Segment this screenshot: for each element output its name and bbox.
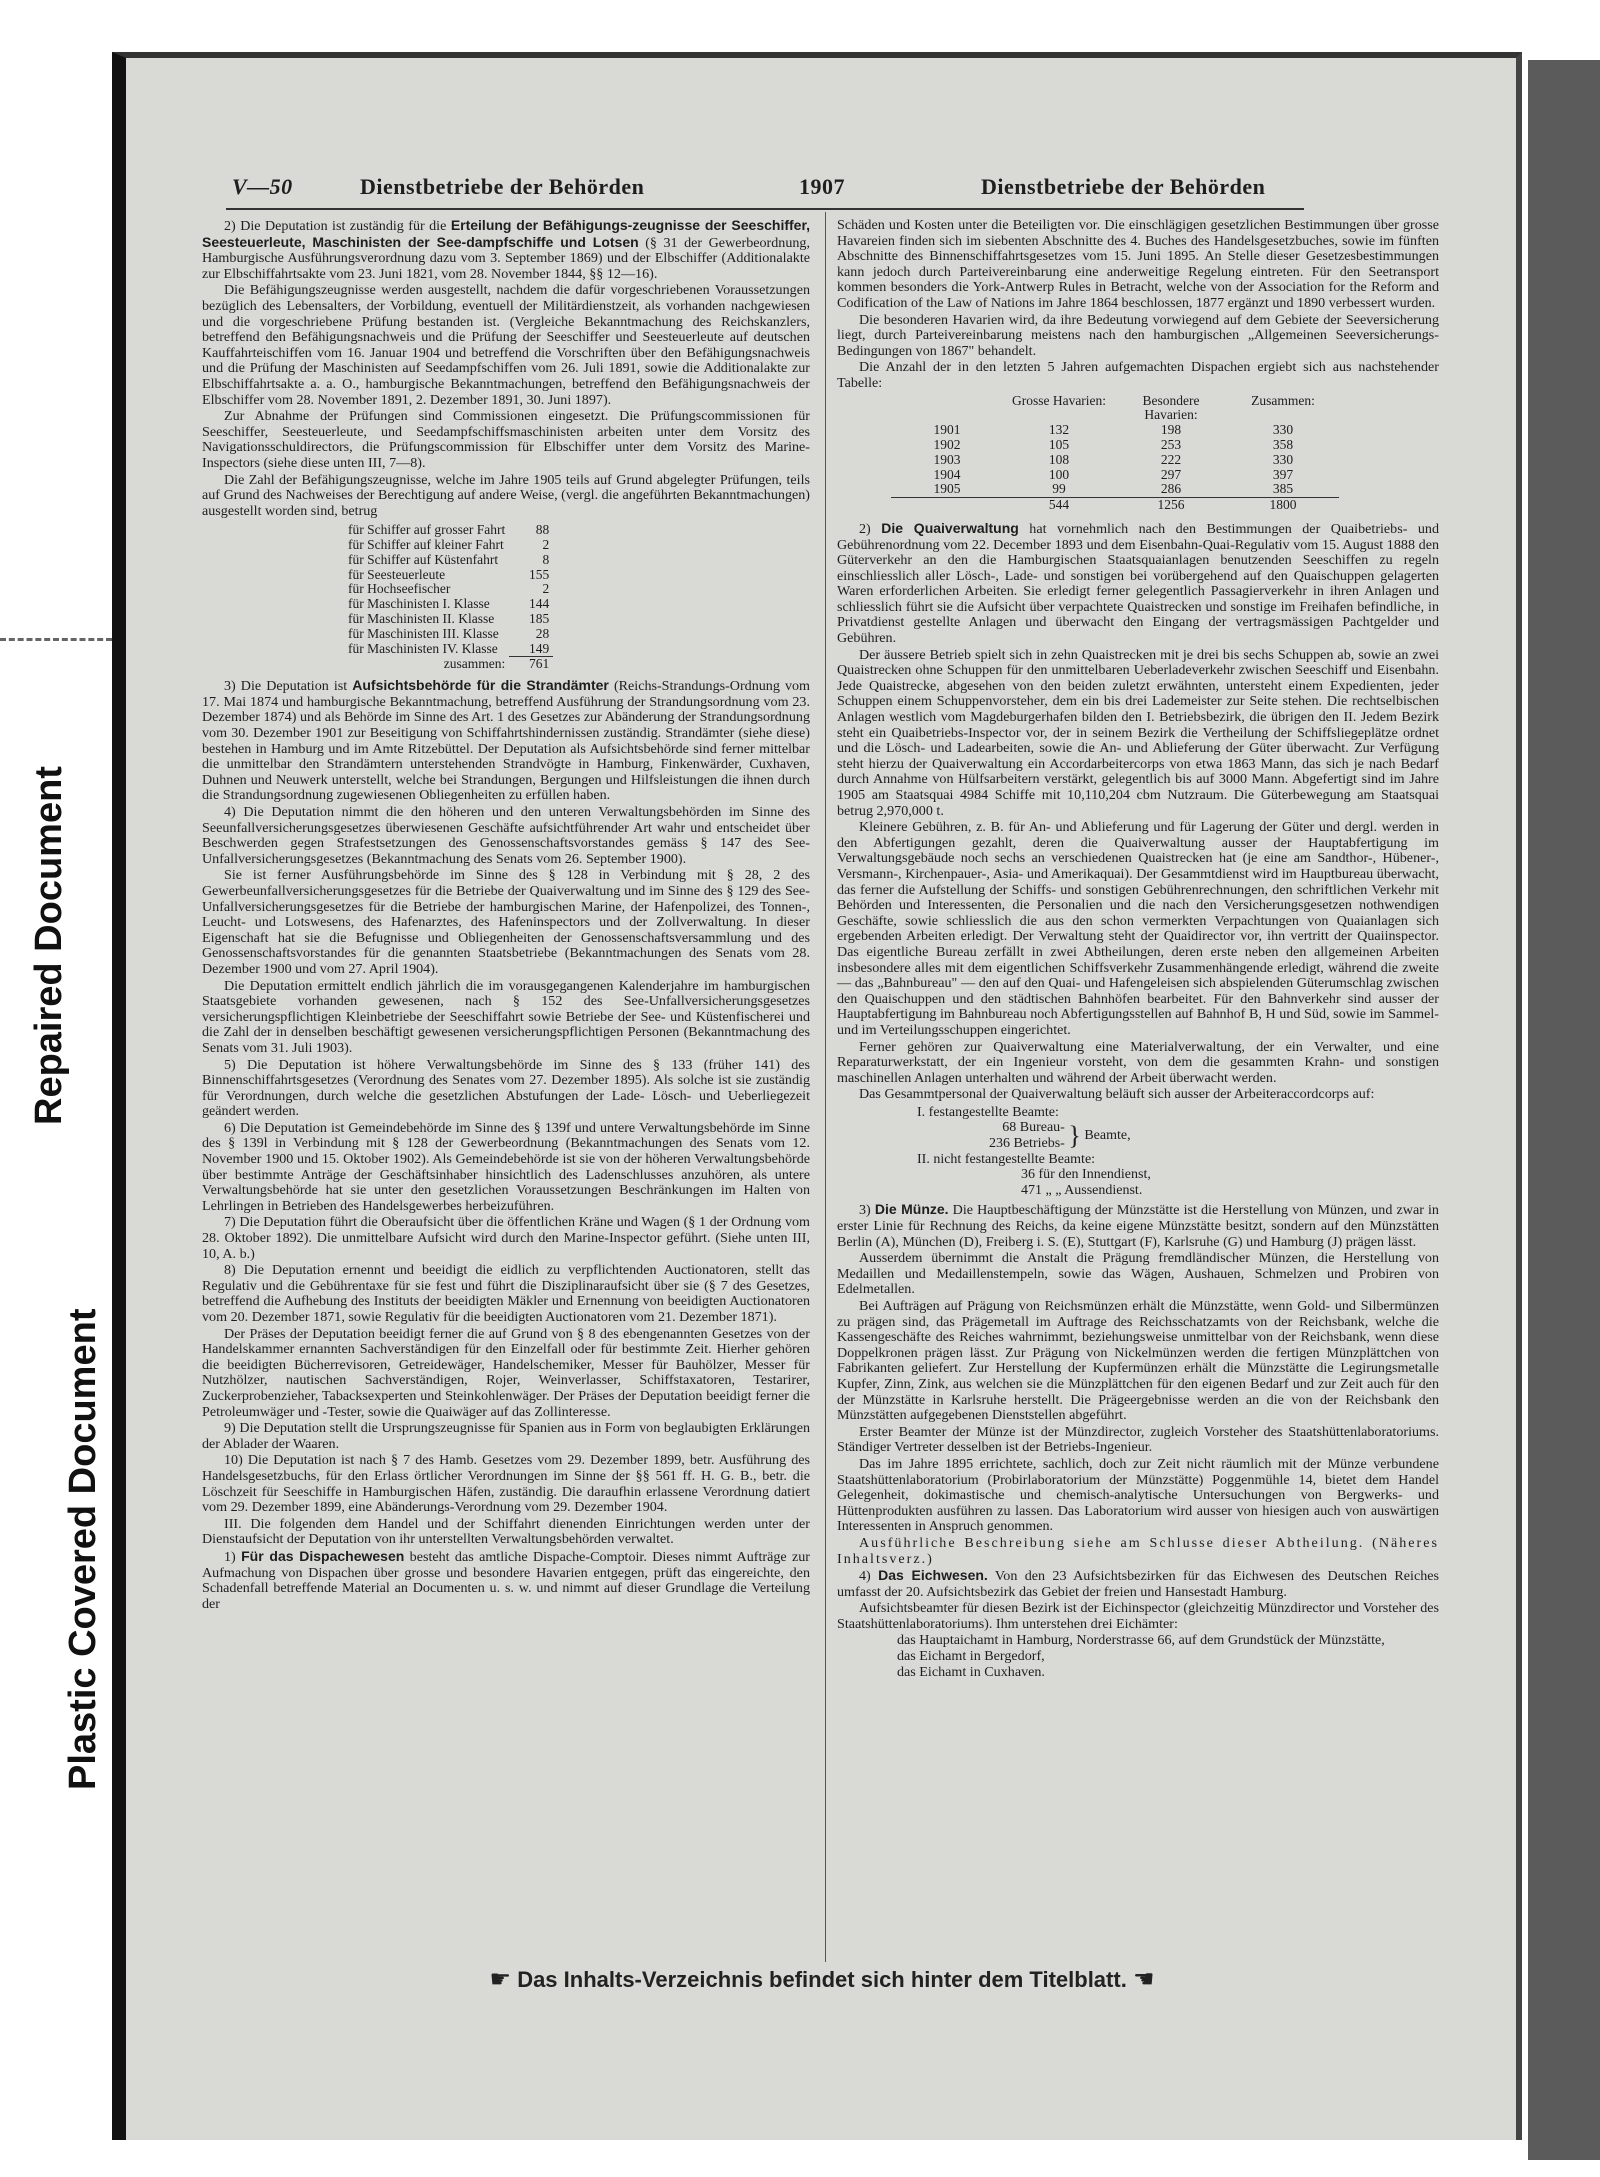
section-heading: Erteilung der Befähigungs-zeugnisse der Seeschiffer, Seesteuerleute, Maschinisten der See-dampfschiffe und Lotsen — [202, 217, 811, 250]
havarien-besondere: 286 — [1160, 481, 1182, 497]
paragraph: Die Befähigungszeugnisse werden ausgestellt, nachdem die dafür vorgeschriebenen Voraussetzungen bezüglich des Lebensalters, der Vorbildung, eventuell der Militärdienstzeit, als vorhanden nachgewiesen und die vorgeschriebene Prüfung bestanden ist. (Vergleiche Bekanntmachung des Reichskanzlers, betreffend den Befähigungsnachweis und die Prüfung der Seeschiffer und Seesteuerleute auf deutschen Kauffahrteischiffen vom 16. Januar 1904 und betreffend die Vorschriften über den Befähigungsnachweis und die Prüfung der Maschinisten auf Seedampfschiffen vom 26. Juli 1891, sowie die Additionalakte zur Elbschiffahrtsakte a. a. O., hamburgische Bekanntmachungen, betreffend den Befähigungsnachweis der Elbschiffer vom 28. November 1891, 2. Dezember 1891, 30. Juni 1897). — [202, 282, 810, 408]
paragraph: 6) Die Deputation ist Gemeindebehörde im Sinne des § 139f und untere Verwaltungsbehörde im Sinne des § 139l in Verbindung mit § 128 der Gewerbeordnung (Bekanntmachungen des Senats vom 12. November 1900 und 15. Oktober 1902). Als Gemeindebehörde ist sie von der höheren Verwaltungsbehörde über bestimmte Anträge der Geschäftsinhaber hinsichtlich des Ladenschlusses anzuhören, als untere Verwaltungsbehörde hat sie unter den gesetzlichen Voraussetzungen Beschränkungen im Halten von Lehrlingen in Betrieben des Handelsgewerbes herbeizuführen. — [202, 1119, 810, 1214]
right-column — [837, 218, 1439, 1680]
adjacent-page-edge — [1528, 60, 1600, 2160]
paragraph: Der Präses der Deputation beeidigt ferner die auf Grund von § 8 des ebengenannten Gesetzes von der Handelskammer ernannten Sachverständigen für den Einzelfall oder für bestimmte Zeit. Hierher gehören die beeidigten Bücherrevisoren, Getreidewäger, Handelschemiker, Messer für Bauhölzer, Messer für Nutzhölzer, nautischen Sachverständigen, Rojer, Weinverlasser, Schiffstaxatoren, Testarirer, Zuckerprobenzieher, Tabacksexperten und Steinkohlenwäger. Der Präses der Deputation beeidigt ferner die Petroleumwäger und -Tester, sowie die Quaiwäger auf das Zollinteresse. — [202, 1325, 810, 1420]
plastic-covered-document-label: Plastic Covered Document — [62, 1308, 104, 1790]
pointing-hand-icon: ☛ — [489, 1966, 512, 1993]
havarien-row — [891, 482, 1339, 497]
havarien-grosse: 105 — [1048, 436, 1070, 452]
count-label: für Schiffer auf grosser Fahrt — [348, 522, 506, 538]
column-header: Grosse Havarien: — [1011, 392, 1107, 408]
havarien-grosse: 108 — [1048, 451, 1070, 467]
havarien-year: 1904 — [933, 466, 961, 482]
repaired-document-label: Repaired Document — [28, 766, 70, 1125]
dashed-separator — [0, 638, 112, 641]
count-value: 2 — [542, 537, 550, 553]
havarien-besondere: 297 — [1160, 466, 1182, 482]
paragraph: Ferner gehören zur Quaiverwaltung eine Materialverwaltung, der ein Verwalter, und eine Reparaturwerkstatt, der ein Ingenieur vorsteht, von dem die gesammten Krahn- und sonstigen maschinellen Anlagen unterhalten und während der Arbeit überwacht werden. — [837, 1038, 1439, 1086]
paragraph: 4) Die Deputation nimmt die den höheren und den unteren Verwaltungsbehörden im Sinne des Seeunfallversicherungsgesetzes überwiesenen Geschäfte aufsichtführender Art wahr und entscheidet über Beschwerden gegen Strafestsetzungen des Genossenschaftsvorstandes gemäss § 147 des See-Unfallversicherungsgesetzes (Bekanntmachung des Senats vom 26. September 1900). — [202, 804, 810, 867]
havarien-row — [891, 438, 1339, 453]
paragraph: Ausführliche Beschreibung siehe am Schlusse dieser Abtheilung. (Näheres Inhaltsverz.) — [837, 1534, 1439, 1567]
count-value: 185 — [528, 611, 550, 627]
havarien-grosse: 100 — [1048, 466, 1070, 482]
count-label: für Seesteuerleute — [348, 566, 446, 582]
paragraph: 5) Die Deputation ist höhere Verwaltungsbehörde im Sinne des § 133 (früher 141) des Binnenschiffahrtsgesetzes (Verordnung des Senates vom 27. Dezember 1895). Als solche ist sie zuständig für Verordnungen, durch welche die gesetzlichen Abstufungen der Lade- Lösch- und Ueberliegezeit geändert werden. — [202, 1056, 810, 1120]
header-rule — [226, 208, 1304, 210]
count-total-row — [344, 657, 553, 672]
havarien-zusammen: 358 — [1272, 436, 1294, 452]
paragraph: 3) Die Münze. Die Hauptbeschäftigung der Münzstätte ist die Herstellung von Münzen, und zwar in erster Linie für Rechnung des Reichs, da keine eigene Münzstätte besitzt, sondern auf den Münzstätten Berlin (A), München (D), Freiberg i. S. (E), Stuttgart (F), Karlsruhe (G) und Hamburg (J) prägen lässt. — [837, 1201, 1439, 1250]
paragraph: Ausserdem übernimmt die Anstalt die Prägung fremdländischer Münzen, die Herstellung von Medaillen und Medaillenstempeln, sowie das Wägen, Aushauen, Schmelzen und Probiren von Edelmetallen. — [837, 1250, 1439, 1298]
paragraph: Der äussere Betrieb spielt sich in zehn Quaistrecken mit je drei bis sechs Schuppen ab, sowie an zwei Quaistrecken ohne Schuppen für den unmittelbaren Ueberladeverkehr zwischen Seeschiff und Eisenbahn. Jede Quaistrecke, abgesehen von den beiden zuletzt erwähnten, untersteht einem Expedienten, jeder Schuppen einem Schuppenvorsteher, dem ein bis drei Lademeister zur Seite stehen. Die rechtselbischen Anlagen westlich vom Magdeburgerhafen bilden den I. Betriebsbezirk, die übrigen den II. Jedem Bezirk steht ein Quaibetriebs-Inspector vor, der in seinem Bezirk die Vertheilung der Schiffsliegeplätze ordnet und die Lösch- und Ladearbeiten, sowie die An- und Ablieferung der Güter überwacht. Zur Verfügung steht hierzu der Quaiverwaltung ein Accordarbeitercorps von etwa 1863 Mann, das sich je nach Bedarf durch Annahme von Hülfsarbeitern verstärkt, gelegentlich bis auf 3000 Mann. Abgefertigt sind im Jahre 1905 am Staatsquai 4984 Schiffe mit 10,110,204 cbm Nutzraum. Die Güterbewegung am Staatsquai betrug 2,970,000 t. — [837, 646, 1439, 819]
count-value: 8 — [542, 551, 550, 567]
left-column — [202, 218, 810, 1613]
count-value: 149 — [528, 640, 550, 656]
paragraph: Aufsichtsbeamter für diesen Bezirk ist der Eichinspector (gleichzeitig Münzdirector und Vorsteher des Staatshüttenlaboratoriums). Ihm unterstehen drei Eichämter: — [837, 1600, 1439, 1632]
count-value: 144 — [528, 596, 550, 612]
paragraph: 4) Das Eichwesen. Von den 23 Aufsichtsbezirken für das Eichwesen des Deutschen Reiches umfasst der 20. Aufsichtsbezirk das Gebiet der freien und Hansestadt Hamburg. — [837, 1567, 1439, 1600]
count-row — [344, 627, 553, 642]
eichamt-item: das Eichamt in Cuxhaven. — [897, 1663, 1045, 1680]
staff-group-1: I. festangestellte Beamte: — [917, 1104, 1059, 1120]
section-heading: Die Quaiverwaltung — [881, 519, 1019, 536]
count-row — [344, 597, 553, 612]
havarien-table — [891, 394, 1339, 513]
column-divider — [825, 212, 826, 1962]
paragraph: Erster Beamter der Münze ist der Münzdirector, zugleich Vorsteher des Staatshüttenlaboratoriums. Ständiger Vertreter desselben ist der Betriebs-Ingenieur. — [837, 1423, 1439, 1456]
paragraph: 2) Die Deputation ist zuständig für die Erteilung der Befähigungs-zeugnisse der Seeschiffer, Seesteuerleute, Maschinisten der See-dampfschiffe und Lotsen (§ 31 der Gewerbeordnung, Hamburgische Ausführungsverordnung dazu vom 3. September 1869) und der Elbschiffer (Additionalakte zur Elbschiffahrtsakte vom 23. Juni 1821, vom 28. November 1844, §§ 12—16). — [202, 217, 811, 282]
havarien-year: 1901 — [933, 422, 961, 438]
paragraph: Die Anzahl der in den letzten 5 Jahren aufgemachten Dispachen ergiebt sich aus nachstehender Tabelle: — [837, 359, 1439, 391]
havarien-year: 1902 — [933, 436, 961, 452]
havarien-row — [891, 468, 1339, 483]
havarien-zusammen: 385 — [1272, 481, 1294, 497]
count-label: für Hochseefischer — [348, 581, 451, 597]
havarien-zusammen: 330 — [1272, 451, 1294, 467]
count-label: für Schiffer auf Küstenfahrt — [348, 551, 499, 567]
eichamt-item: das Eichamt in Bergedorf, — [897, 1648, 1045, 1665]
paragraph: 7) Die Deputation führt die Oberaufsicht über die öffentlichen Kräne und Wagen (§ 1 der Ordnung vom 28. Oktober 1892). Die unmittelbare Aufsicht wird durch den Marine-Inspector geführt. (Siehe unten III, 10, A. b.) — [202, 1214, 810, 1262]
havarien-row — [891, 423, 1339, 438]
staff-aussendienst: 471 „ „ Aussendienst. — [1021, 1182, 1143, 1198]
paragraph: 10) Die Deputation ist nach § 7 des Hamb. Gesetzes vom 29. Dezember 1899, betr. Ausführung des Handelsgesetzbuchs, für den Erlass örtlicher Verordnungen im Sinne der §§ 561 ff. H. G. B., betr. die Löschzeit für Seeschiffe in Hamburgischen Häfen, zuständig. Die daraufhin erlassene Verordnung datiert vom 29. Dezember 1899, eine Abänderungs-Verordnung vom 29. Dezember 1904. — [202, 1452, 810, 1516]
page-number: V—50 — [232, 174, 293, 199]
staff-betriebs: 236 Betriebs- — [989, 1136, 1065, 1152]
column-header: Besondere Havarien: — [1142, 392, 1200, 423]
staff-list — [917, 1105, 1439, 1199]
paragraph: Das im Jahre 1895 errichtete, sachlich, doch zur Zeit nicht räumlich mit der Münze verbundene Staatshüttenlaboratorium (Probirlaboratorium der Münzstätte) Poggenmühle 14, bietet dem Handel Gelegenheit, dokimastische und chemisch-analytische Untersuchungen von Bergwerks- und Hüttenprodukten ausführen zu lassen. Das Laboratorium wird ausser von hiesigen auch von auswärtigen Interessenten in Anspruch genommen. — [837, 1455, 1439, 1535]
count-label: für Maschinisten IV. Klasse — [348, 640, 498, 656]
total-besondere: 1256 — [1115, 498, 1227, 513]
certificate-count-table — [344, 523, 553, 672]
havarien-year: 1905 — [933, 481, 961, 497]
havarien-grosse: 99 — [1052, 481, 1066, 497]
pointing-hand-icon: ☚ — [1132, 1966, 1155, 1993]
count-row — [344, 612, 553, 627]
count-row — [344, 523, 553, 538]
staff-innendienst: 36 für den Innendienst, — [1021, 1167, 1151, 1183]
paragraph: 3) Die Deputation ist Aufsichtsbehörde für die Strandämter (Reichs-Strandungs-Ordnung vom 17. Mai 1874 und hamburgische Bekanntmachung, betreffend Ausführung der Strandungsordnung vom 23. Dezember 1874) und als Behörde im Sinne des Art. 1 des Gesetzes zur Abänderung der Strandungsordnung vom 30. Dezember 1901 zur Beseitigung von Schiffahrtshindernissen zuständig. Strandämter (siehe diese) bestehen in Hamburg und im Amte Ritzebüttel. Der Deputation als Aufsichtsbehörde sind ferner mittelbar die unmittelbar den Strandämtern unterstehenden Strandvögte in Hamburg, Finkenwärder, Cuxhaven, Duhnen und Neuwerk unterstellt, welche bei Strandungen, Bergungen und Hilfsleistungen die ihnen durch die Strandungsordnung zugewiesenen Obliegenheiten zu erfüllen haben. — [202, 677, 811, 804]
havarien-zusammen: 397 — [1272, 466, 1294, 482]
count-value: 2 — [542, 581, 550, 597]
paragraph: Zur Abnahme der Prüfungen sind Commissionen eingesetzt. Die Prüfungscommissionen für Seeschiffer, Seesteuerleute, und Seedampfschiffsmaschinisten arbeiten unter dem Vorsitz des Navigationsschuldirectors, die Prüfungscommission für Elbschiffer unter dem Vorsitz des Marine-Inspectors (siehe diese unten III, 7—8). — [202, 408, 810, 471]
staff-group-1-detail: 68 Bureau- 236 Betriebs- } Beamte, — [989, 1120, 1131, 1152]
havarien-besondere: 253 — [1160, 436, 1182, 452]
havarien-year: 1903 — [933, 451, 961, 467]
count-total-label: zusammen: — [443, 655, 506, 671]
paragraph: 1) Für das Dispachewesen besteht das amtliche Dispache-Comptoir. Dieses nimmt Aufträge zur Aufmachung von Dispachen über grosse und besondere Havarien entgegen, prüft das eingereichte, den Schadenfall betreffende Material an Documenten u. s. w. und nimmt auf dieser Grundlage die Verteilung der — [202, 1547, 810, 1612]
count-value: 88 — [535, 522, 550, 538]
count-row — [344, 538, 553, 553]
paragraph: Schäden und Kosten unter die Beteiligten vor. Die einschlägigen gesetzlichen Bestimmungen über grosse Havareien finden sich im siebenten Abschnitte des 4. Buches des Handelsgesetzbuches, sowie im fünften Abschnitte des Binnenschiffahrtsgesetzes vom 15. Juni 1895. An Stelle dieser Gesetzesbestimmungen kann jedoch durch Parteivereinbarung eine anderweitige Regelung eintreten. Für den Seetransport kommen besonders die York-Antwerp Rules in Betracht, welche von der Association for the Reform and Codification of the Law of Nations im Jahre 1864 beschlossen, 1877 ergänzt und 1890 verbessert wurden. — [837, 217, 1439, 311]
paragraph: III. Die folgenden dem Handel und der Schiffahrt dienenden Einrichtungen werden unter der Dienstaufsicht der Deputation von ihr unterstellten Verwaltungsbehörden verwaltet. — [202, 1515, 810, 1548]
paragraph: Die Zahl der Befähigungszeugnisse, welche im Jahre 1905 teils auf Grund abgelegter Prüfungen, teils auf Grund des Nachweises der Berechtigung auf andere Weise, (vergl. die angeführten Bekanntmachungen) ausgestellt worden sind, betrug — [202, 471, 810, 519]
paragraph: Die Deputation ermittelt endlich jährlich die im vorausgegangenen Kalenderjahre im hamburgischen Staatsgebiete vorhanden gewesenen, nach § 152 des See-Unfallversicherungsgesetzes versicherungspflichtigen Kleinbetriebe der Seeschiffahrt sowie Betriebe der See- und Küstenfischerei und die Zahl der in denselben beschäftigt gewesenen versicherungspflichtigen Personen (Bekanntmachung des Senats vom 31. Juli 1903). — [202, 977, 810, 1056]
count-row — [344, 642, 553, 657]
havarien-besondere: 222 — [1160, 451, 1182, 467]
header-right-title: Dienstbetriebe der Behörden — [981, 174, 1266, 199]
page-header — [232, 174, 1302, 204]
header-year: 1907 — [799, 174, 845, 199]
paragraph: Bei Aufträgen auf Prägung von Reichsmünzen erhält die Münzstätte, wenn Gold- und Silbermünzen zu prägen sind, das Prägemetall im Auftrage des Reichsschatzamts von der Reichsbank, welche die Kassengeschäfte des Reiches wahrnimmt, beziehungsweise unmittelbar von der Reichsbank, wenn diese Doppelkronen prägen lässt. Zur Prägung von Nickelmünzen werden die fertigen Münzplättchen von Fabrikanten geliefert. Zur Herstellung der Kupfermünzen erhält die Münzstätte die Legirungsmetalle Kupfer, Zinn, Zink, aus welchen sie die Münzplättchen für den eigenen Bedarf und zur Zeit auch für den der Münzstätte in Karlsruhe herstellt. Die Prägeergebnisse werden an die von der Reichsbank den Münzstätten aufgegebenen Dienststellen abgeführt. — [837, 1298, 1439, 1424]
paragraph: 9) Die Deputation stellt die Ursprungszeugnisse für Spanien aus in Form von beglaubigten Erklärungen der Ablader der Waaren. — [202, 1420, 810, 1452]
year-header — [891, 394, 1003, 424]
havarien-besondere: 198 — [1160, 422, 1182, 438]
count-value: 28 — [535, 625, 550, 641]
havarien-total-row — [891, 498, 1339, 513]
paragraph: Das Gesammtpersonal der Quaiverwaltung beläuft sich ausser der Arbeiteraccordcorps auf: — [859, 1086, 1375, 1103]
count-label: für Maschinisten II. Klasse — [348, 611, 495, 627]
paragraph: Sie ist ferner Ausführungsbehörde im Sinne des § 128 in Verbindung mit § 28, 2 des Gewerbeunfallversicherungsgesetzes für die Betriebe der Quaiverwaltung und im Sinne des § 129 des See-Unfallversicherungsgesetzes für die Betriebe der hamburgischen Marine, der Hafenpolizei, des Tonnen-, Leucht- und Lotswesens, des Hafenarztes, des Hafeninspectors und der Zollverwaltung. In dieser Eigenschaft hat sie die Befugnisse und Obliegenheiten der Genossenschaftsversammlung und des Genossenschaftsvorstandes für die genannten Staatsbetriebe (Bekanntmachungen des Senats vom 28. Dezember 1900 und vom 27. April 1904). — [202, 867, 810, 977]
staff-group-2: II. nicht festangestellte Beamte: — [917, 1151, 1096, 1167]
count-row — [344, 553, 553, 568]
havarien-header-row — [891, 394, 1339, 424]
count-row — [344, 568, 553, 583]
section-heading: Die Münze. — [874, 1201, 949, 1218]
footer-note-text: Das Inhalts-Verzeichnis befindet sich hinter dem Titelblatt. — [517, 1967, 1127, 1992]
havarien-zusammen: 330 — [1272, 422, 1294, 438]
total-zusammen: 1800 — [1227, 498, 1339, 513]
paragraph: Die besonderen Havarien wird, da ihre Bedeutung vorwiegend auf dem Gebiete der Seeversicherung liegt, durch Parteivereinbarung meistens nach den hamburgischen „Allgemeinen Seeversicherungs-Bedingungen von 1867" behandelt. — [837, 311, 1439, 359]
count-row — [344, 582, 553, 597]
header-left-title: Dienstbetriebe der Behörden — [360, 174, 645, 199]
havarien-grosse: 132 — [1048, 422, 1070, 438]
footer-note — [422, 1965, 1222, 1994]
section-heading: Das Eichwesen. — [878, 1567, 988, 1584]
annotation-bar — [0, 0, 112, 2177]
staff-bureau: 68 Bureau- — [1002, 1120, 1065, 1136]
count-label: für Maschinisten I. Klasse — [348, 596, 490, 612]
column-header: Zusammen: — [1251, 392, 1315, 408]
total-label-cell — [891, 498, 1003, 513]
paragraph: Kleinere Gebühren, z. B. für An- und Ablieferung und für Lagerung der Güter und dergl. werden in den Abfertigungen gezahlt, deren die Quaiverwaltung ausser der Hauptabfertigung im Verwaltungsgebäude noch sechs an verschiedenen Quaistrecken hat (je eine am Sandthor-, Hübener-, Versmann-, Kirchenpauer-, Asia- und Amerikaquai). Der Gesammtdienst wird im Hauptbureau überwacht, das ferner die Aufstellung der Schiffs- und sonstigen Gebührenrechnungen, den schriftlichen Verkehr mit Behörden und Interessenten, die Personalien und die nach den Versicherungsgesetzen nothwendigen Geschäfte, sowie schliesslich die aus den schon vermerkten Verpachtungen von Quaianlagen sich ergebenden Arbeiten erledigt. Der Verwaltung steht der Quaidirector vor, ihn vertritt der Quaiinspector. Das eigentliche Bureau zerfällt in zwei Abtheilungen, deren erste neben den allgemeinen Arbeiten insbesondere alles mit dem eigentlichen Schiffsverkehr Zusammenhängende erledigt, während die zweite — das „Bahnbureau" — den auf den Quai- und Hafengeleisen sich abspielenden Güterumschlag zwischen den Quaischuppen und den städtischen Bahnhöfen bearbeitet. Für den Bahnverkehr sind ausser der Hauptabfertigung im Bahnbureau noch Abfertigungsstellen auf Bahnhof B, H und Süd, sowie im Sammel- und im Verteilungsschuppen eingerichtet. — [837, 819, 1439, 1038]
section-heading: Aufsichtsbehörde für die Strandämter — [352, 677, 609, 694]
section-heading: Für das Dispachewesen — [241, 1547, 405, 1564]
staff-beamte: Beamte, — [1084, 1128, 1131, 1144]
count-label: für Schiffer auf kleiner Fahrt — [348, 537, 504, 553]
paragraph: 2) Die Quaiverwaltung hat vornehmlich nach den Bestimmungen der Quaibetriebs- und Gebührenordnung vom 22. December 1893 und dem Eisenbahn-Quai-Regulativ vom 15. August 1888 den Güterverkehr an den die Hamburgischen Staatsquaianlagen benutzenden Seeschiffen zu regeln einschliesslich aller Lösch-, Lade- und sonstigen bei vorübergehend auf den Quaischuppen gelagerten Waren erforderlichen Arbeiten. Sie erledigt ferner gelegentlich Passagierverkehr in ihren Anlagen und schliesslich führt sie die Aufsicht über verpachtete Quaistrecken und sonstige im Freihafen befindliche, in Privatdienst gestellte Anlagen und überwacht den Eingang der vertragsmässigen Pachtgelder und Gebühren. — [837, 519, 1439, 647]
paragraph: 8) Die Deputation ernennt und beeidigt die eidlich zu verpflichtenden Auctionatoren, stellt das Regulativ und die Gebührentaxe für sie fest und führt die Disziplinaraufsicht über sie (§ 7 des Gesetzes, betreffend die Aufhebung des Instituts der beeidigten Mäkler und Ernennung von beeidigten Auctionatoren vom 20. Dezember 1871, sowie Regulativ für die beeidigten Auctionatoren vom 21. Dezember 1871). — [202, 1262, 810, 1325]
count-label: für Maschinisten III. Klasse — [348, 625, 499, 641]
count-total-value: 761 — [509, 657, 553, 672]
count-value: 155 — [528, 566, 550, 582]
eichamt-item: das Hauptaichamt in Hamburg, Norderstrasse 66, auf dem Grundstück der Münzstätte, — [897, 1632, 1385, 1649]
total-grosse: 544 — [1003, 498, 1115, 513]
havarien-row — [891, 453, 1339, 468]
